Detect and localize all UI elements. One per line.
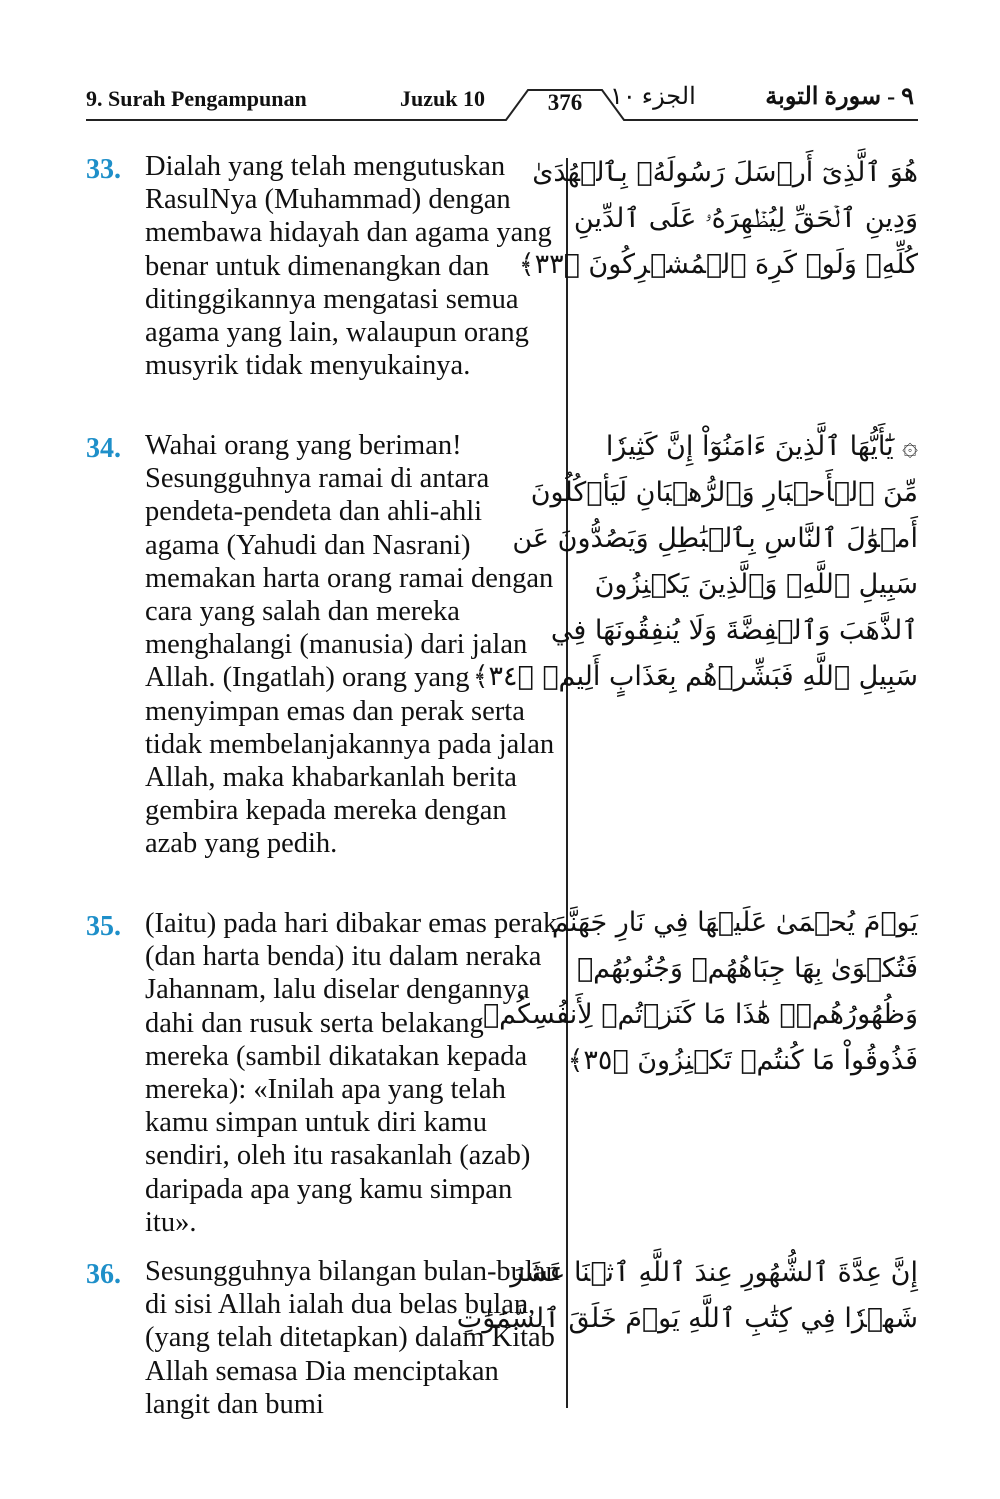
arabic-line: أَمۡوَٰلَ ٱلنَّاسِ بِٱلۡبَٰطِلِ وَيَصُدُّونَ عَن	[512, 523, 918, 554]
juz-label-arabic: الجزء ١٠	[610, 84, 696, 110]
verse-translation: (Iaitu) pada hari dibakar emas perak (dan harta benda) itu dalam neraka Jahannam, lalu diselar dengannya dahi dan rusuk serta belakang mereka (sambil dikatakan kepada mereka): «Inilah apa yang telah kamu simpan untuk diri kamu sendiri, oleh itu rasakanlah (azab) daripada apa yang kamu simpan itu».	[145, 908, 558, 1238]
verse-translation: Dialah yang telah mengutuskan RasulNya (Muhammad) dengan membawa hidayah dan agama yang benar untuk dimenangkan dan ditinggikannya mengatasi semua agama yang lain, walaupun orang musyrik tidak menyukainya.	[145, 151, 552, 382]
arabic-line: إِنَّ عِدَّةَ ٱلشُّهُورِ عِندَ ٱللَّهِ ٱثۡنَا عَشَرَ	[510, 1257, 918, 1288]
verse-translation: Sesungguhnya bilangan bulan-bulan di sisi Allah ialah dua belas bulan, (yang telah ditetapkan) dalam Kitab Allah semasa Dia menciptakan langit dan bumi	[145, 1256, 560, 1420]
verse-arabic	[518, 150, 918, 288]
arabic-line: كُلِّهِۦ وَلَوۡ كَرِهَ ٱلۡمُشۡرِكُونَ ﴿٣٣﴾	[518, 249, 918, 280]
page-number: 376	[547, 90, 583, 115]
arabic-line: وَدِينِ ٱلۡحَقِّ لِيُظۡهِرَهُۥ عَلَى ٱلدِّينِ	[573, 203, 918, 234]
page-header	[0, 0, 1000, 130]
arabic-line: مِّنَ ٱلۡأَحۡبَارِ وَٱلرُّهۡبَانِ لَيَأۡكُلُونَ	[530, 477, 918, 508]
verse-number: 35.	[86, 911, 121, 942]
arabic-line: فَتُكۡوَىٰ بِهَا جِبَاهُهُمۡ وَجُنُوبُهُمۡ	[576, 953, 918, 984]
arabic-line: سَبِيلِ ٱللَّهِۗ وَٱلَّذِينَ يَكۡنِزُونَ	[594, 569, 918, 600]
arabic-line: شَهۡرٗا فِي كِتَٰبِ ٱللَّهِ يَوۡمَ خَلَقَ ٱلسَّمَٰوَٰتِ	[456, 1303, 918, 1334]
verse-number: 33.	[86, 154, 121, 185]
arabic-line: سَبِيلِ ٱللَّهِ فَبَشِّرۡهُم بِعَذَابٍ أَلِيمٖ ﴿٣٤﴾	[472, 661, 918, 692]
arabic-line: ٱلذَّهَبَ وَٱلۡفِضَّةَ وَلَا يُنفِقُونَهَا فِي	[550, 615, 918, 646]
arabic-line: وَظُهُورُهُمۡۖ هَٰذَا مَا كَنَزۡتُمۡ لِأَنفُسِكُمۡ	[482, 999, 918, 1030]
verse-arabic	[472, 424, 918, 700]
arabic-line: ۞ يَٰٓأَيُّهَا ٱلَّذِينَ ءَامَنُوٓاْ إِنَّ كَثِيرٗا	[605, 431, 918, 462]
verse-number: 36.	[86, 1259, 121, 1290]
verse-arabic	[482, 900, 918, 1084]
juz-label-latin: Juzuk 10	[400, 86, 485, 111]
verse-translation: Wahai orang yang beriman! Sesungguhnya ramai di antara pendeta-pendeta dan ahli-ahli agama (Yahudi dan Nasrani) memakan harta orang ramai dengan cara yang salah dan mereka menghalangi (manusia) dari jalan Allah. (Ingatlah) orang yang menyimpan emas dan perak serta tidak membelanjakannya pada jalan Allah, maka khabarkanlah berita gembira kepada mereka dengan azab yang pedih.	[145, 430, 555, 860]
arabic-line: فَذُوقُواْ مَا كُنتُمۡ تَكۡنِزُونَ ﴿٣٥﴾	[567, 1045, 918, 1076]
arabic-line: يَوۡمَ يُحۡمَىٰ عَلَيۡهَا فِي نَارِ جَهَنَّمَ	[551, 907, 918, 938]
column-divider	[566, 158, 568, 1408]
arabic-line: هُوَ ٱلَّذِىٓ أَرۡسَلَ رَسُولَهُۥ بِٱلۡهُدَىٰ	[532, 157, 918, 188]
verse-arabic	[456, 1250, 918, 1342]
verse-number: 34.	[86, 433, 121, 464]
surah-title-latin: 9. Surah Pengampunan	[86, 86, 307, 111]
surah-title-arabic: ٩ - سورة التوبة	[765, 84, 914, 110]
